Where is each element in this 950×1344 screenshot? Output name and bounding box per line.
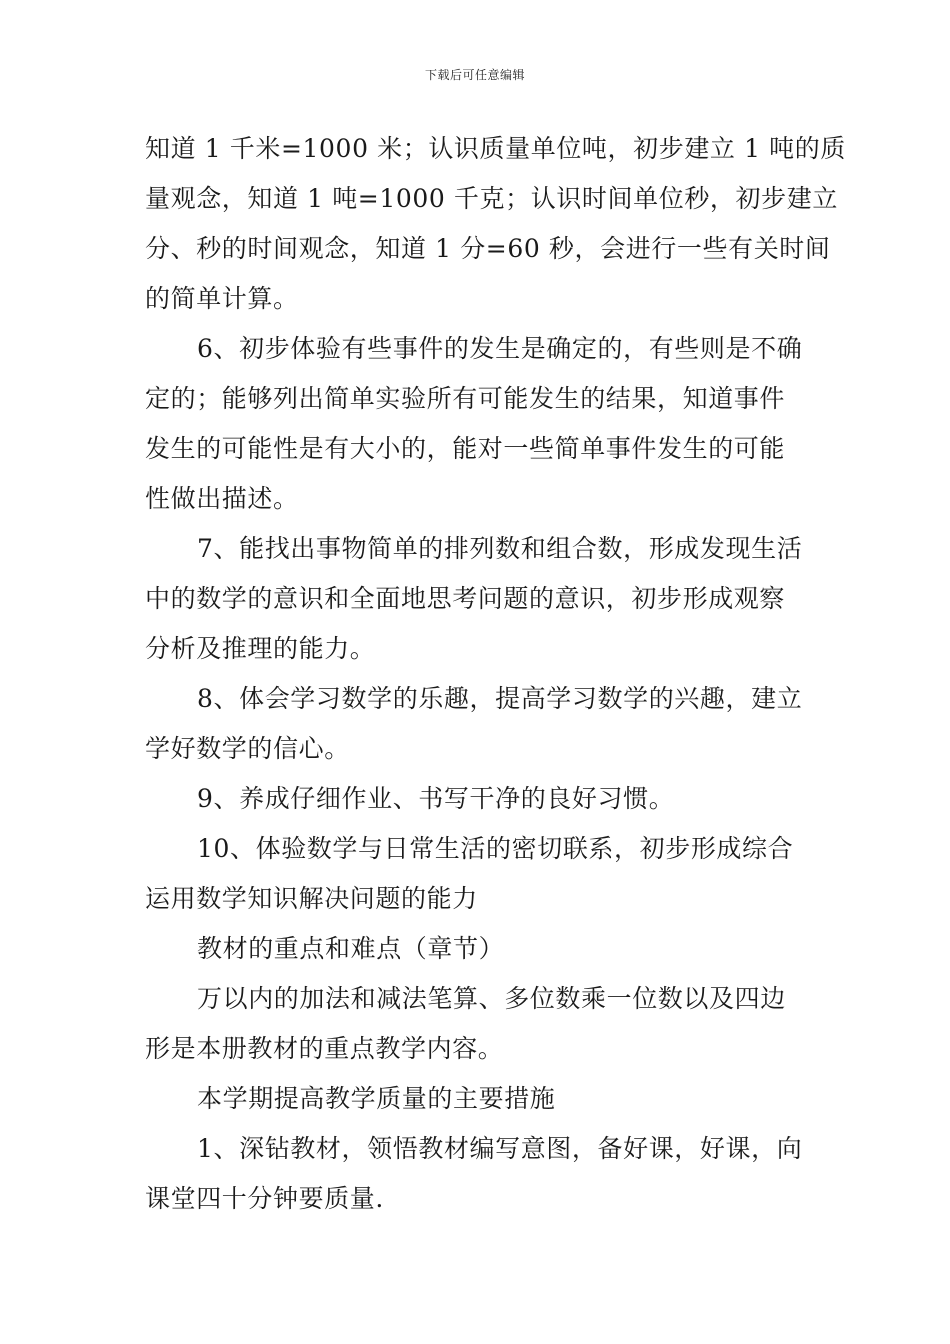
text-line: 形是本册教材的重点教学内容。 bbox=[145, 1034, 504, 1063]
text-line: 10、体验数学与日常生活的密切联系，初步形成综合 bbox=[197, 834, 794, 863]
text-line: 知道 1 千米=1000 米；认识质量单位吨，初步建立 1 吨的质 bbox=[145, 134, 846, 163]
text-line: 万以内的加法和减法笔算、多位数乘一位数以及四边 bbox=[197, 984, 786, 1013]
text-line: 8、体会学习数学的乐趣，提高学习数学的兴趣，建立 bbox=[197, 684, 803, 713]
text-line: 运用数学知识解决问题的能力 bbox=[145, 884, 478, 913]
text-line: 定的；能够列出简单实验所有可能发生的结果，知道事件 bbox=[145, 384, 786, 413]
section-heading: 本学期提高教学质量的主要措施 bbox=[197, 1084, 556, 1113]
text-line: 分、秒的时间观念，知道 1 分=60 秒，会进行一些有关时间 bbox=[145, 234, 831, 263]
text-line: 课堂四十分钟要质量. bbox=[145, 1184, 384, 1213]
document-body bbox=[145, 124, 846, 1224]
text-line: 1、深钻教材，领悟教材编写意图，备好课，好课，向 bbox=[197, 1134, 803, 1163]
section-heading: 教材的重点和难点（章节） bbox=[197, 934, 505, 963]
text-line: 性做出描述。 bbox=[145, 484, 299, 513]
text-line: 学好数学的信心。 bbox=[145, 734, 350, 763]
text-line: 9、养成仔细作业、书写干净的良好习惯。 bbox=[197, 784, 675, 813]
text-line: 的简单计算。 bbox=[145, 284, 299, 313]
text-line: 7、能找出事物简单的排列数和组合数，形成发现生活 bbox=[197, 534, 803, 563]
text-line: 6、初步体验有些事件的发生是确定的，有些则是不确 bbox=[197, 334, 803, 363]
page-header: 下载后可任意编辑 bbox=[424, 68, 525, 82]
text-line: 中的数学的意识和全面地思考问题的意识，初步形成观察 bbox=[145, 584, 786, 613]
text-line: 量观念，知道 1 吨=1000 千克；认识时间单位秒，初步建立 bbox=[145, 184, 838, 213]
text-line: 发生的可能性是有大小的，能对一些简单事件发生的可能 bbox=[145, 434, 786, 463]
text-line: 分析及推理的能力。 bbox=[145, 634, 376, 663]
